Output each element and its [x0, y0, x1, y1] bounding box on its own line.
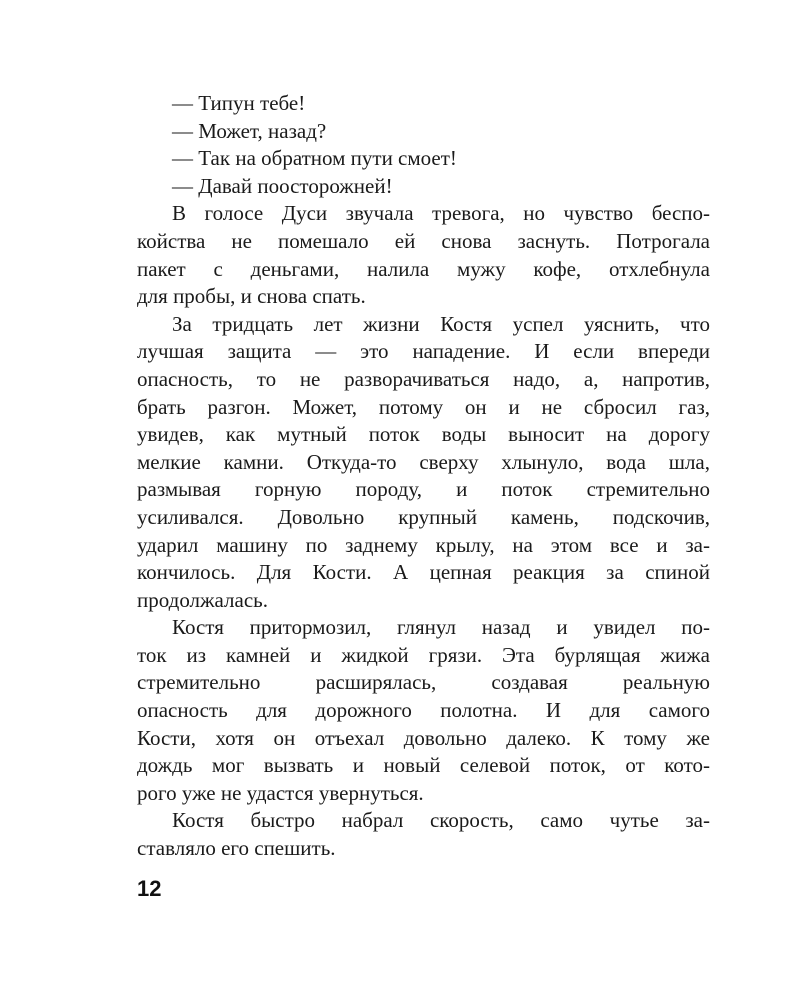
text-line: стремительно расширялась, создавая реальную	[137, 670, 710, 695]
text-line: пакет с деньгами, налила мужу кофе, отхлебнула	[137, 256, 710, 281]
text-line: ставляло его спешить.	[137, 836, 336, 861]
dialogue-line: — Может, назад?	[172, 118, 327, 143]
text-line: Костя притормозил, глянул назад и увидел по-	[172, 615, 710, 640]
text-line: продолжалась.	[137, 587, 268, 612]
text-line: ударил машину по заднему крылу, на этом все и за-	[137, 532, 710, 557]
dialogue-line: — Давай поосторожней!	[172, 173, 393, 198]
text-line: усиливался. Довольно крупный камень, подскочив,	[137, 504, 710, 529]
text-line: брать разгон. Может, потому он и не сбросил газ,	[137, 394, 710, 419]
text-line: лучшая защита — это нападение. И если впереди	[137, 339, 710, 364]
body-text	[137, 90, 710, 863]
page-number: 12	[137, 876, 162, 901]
text-line: койства не помешало ей снова заснуть. Потрогала	[137, 228, 710, 253]
text-line: увидев, как мутный поток воды выносит на дорогу	[137, 422, 710, 447]
text-line: Кости, хотя он отъехал довольно далеко. К тому же	[137, 725, 710, 750]
text-line: для пробы, и снова спать.	[137, 284, 366, 309]
text-line: В голосе Дуси звучала тревога, но чувство беспо-	[172, 201, 710, 226]
text-line: рого уже не удастся увернуться.	[137, 780, 424, 805]
text-line: опасность, то не разворачиваться надо, а, напротив,	[137, 366, 710, 391]
text-line: Костя быстро набрал скорость, само чутье за-	[172, 808, 710, 833]
text-line: мелкие камни. Откуда-то сверху хлынуло, вода шла,	[137, 449, 710, 474]
text-line: опасность для дорожного полотна. И для самого	[137, 698, 710, 723]
text-line: размывая горную породу, и поток стремительно	[137, 477, 710, 502]
text-line: кончилось. Для Кости. А цепная реакция за спиной	[137, 560, 710, 585]
text-line: дождь мог вызвать и новый селевой поток, от кото-	[137, 753, 710, 778]
dialogue-line: — Типун тебе!	[172, 91, 306, 115]
dialogue-line: — Так на обратном пути смоет!	[172, 146, 457, 171]
text-line: За тридцать лет жизни Костя успел уяснить, что	[172, 311, 710, 336]
text-line: ток из камней и жидкой грязи. Эта бурлящая жижа	[137, 642, 710, 667]
